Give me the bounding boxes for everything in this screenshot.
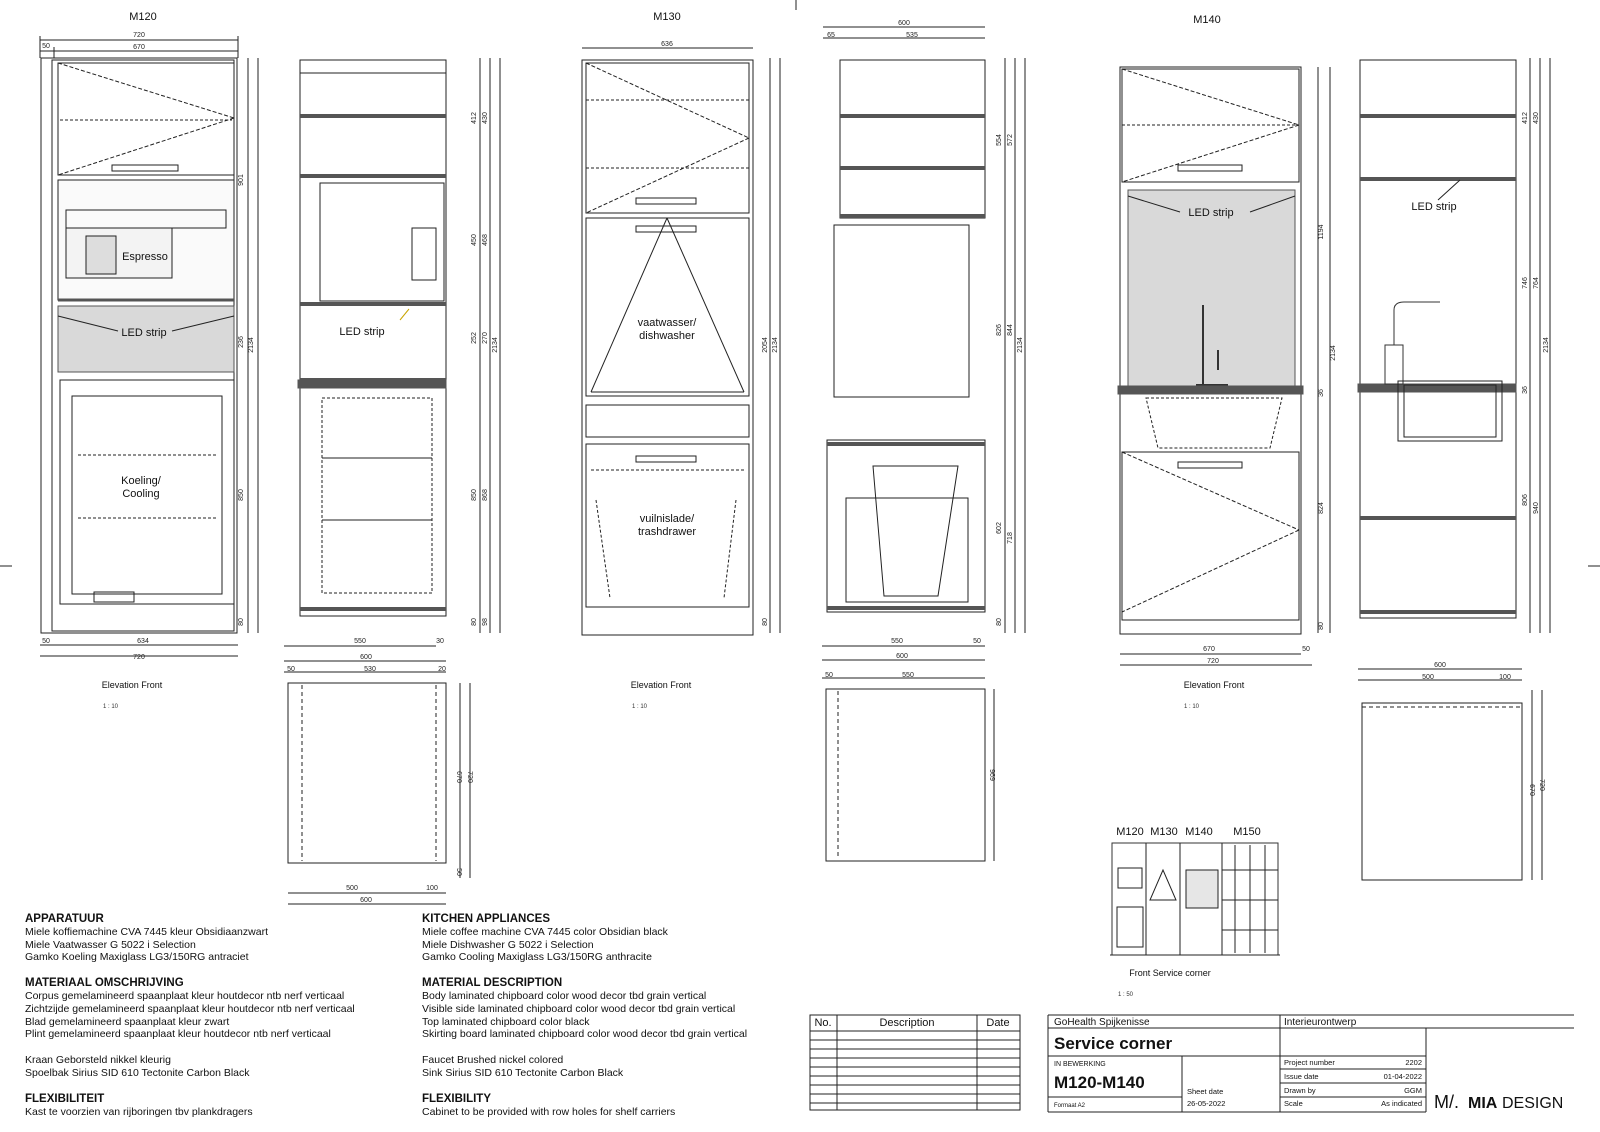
dim-label: 450 <box>471 234 478 246</box>
led-zone <box>1128 190 1295 386</box>
dim-label: 670 <box>133 44 145 51</box>
dim-label: 2134 <box>248 337 255 353</box>
dim-label: 720 <box>133 32 145 39</box>
dim-label: 100 <box>1499 674 1511 681</box>
m130-front-elevation <box>582 41 780 710</box>
dim-label: 636 <box>661 41 673 48</box>
callout-trash-1: vuilnislade/ <box>639 513 695 525</box>
title-format: Formaat A2 <box>1054 1103 1086 1109</box>
callout-led-strip-side: LED strip <box>339 326 385 338</box>
title-drawing-number: M120-M140 <box>1054 1073 1145 1092</box>
dim-label: 850 <box>471 489 478 501</box>
revision-col-no: No. <box>814 1017 832 1029</box>
logo-bold: MIA <box>1468 1095 1498 1112</box>
dim-label: 36 <box>1318 389 1325 397</box>
view-label: Front Service corner <box>1129 968 1211 978</box>
mini-label-m150: M150 <box>1233 826 1261 838</box>
callout-led-strip-m140-side: LED strip <box>1411 201 1457 213</box>
title-discipline: Interieurontwerp <box>1284 1017 1357 1028</box>
notes-line: Plint gemelamineerd spaanplaat kleur houtdecor ntb nerf verticaal <box>25 1028 331 1041</box>
notes-dutch <box>25 913 355 1118</box>
title-scale-label: Scale <box>1284 1099 1303 1108</box>
notes-line: Sink Sirius SID 610 Tectonite Carbon Black <box>422 1066 624 1079</box>
dim-label: 602 <box>996 522 1003 534</box>
dim-label: 901 <box>238 174 245 186</box>
dim-label: 500 <box>1422 674 1434 681</box>
view-scale: 1 : 50 <box>1118 992 1134 998</box>
dim-label: 2134 <box>1543 337 1550 353</box>
dim-label: 50 <box>42 638 50 645</box>
dim-label: 50 <box>973 638 981 645</box>
dim-label: 554 <box>996 134 1003 146</box>
dim-label: 50 <box>287 666 295 673</box>
callout-cooling-1: Koeling/ <box>121 475 161 487</box>
dim-label: 826 <box>996 324 1003 336</box>
notes-line: Cabinet to be provided with row holes for shelf carriers <box>422 1105 676 1118</box>
title-issue-date-label: Issue date <box>1284 1072 1319 1081</box>
dim-label: 2134 <box>1330 345 1337 361</box>
dim-label: 600 <box>896 653 908 660</box>
callout-led-strip-m140: LED strip <box>1188 207 1234 219</box>
miadesign-logo <box>1434 1092 1563 1112</box>
dim-label: 50 <box>455 868 462 876</box>
view-scale: 1 : 10 <box>632 704 648 710</box>
notes-heading: FLEXIBILITEIT <box>25 1092 105 1105</box>
notes-line: Faucet Brushed nickel colored <box>422 1054 564 1067</box>
dim-label: 252 <box>471 332 478 344</box>
dim-label: 764 <box>1533 277 1540 289</box>
dim-label: 500 <box>346 885 358 892</box>
dim-label: 98 <box>482 618 489 626</box>
title-project-number-label: Project number <box>1284 1058 1335 1067</box>
title-drawn-by-label: Drawn by <box>1284 1086 1316 1095</box>
callout-dishwasher-2: dishwasher <box>639 330 695 342</box>
dim-label: 720 <box>1207 658 1219 665</box>
dim-label: 868 <box>482 489 489 501</box>
dim-label: 720 <box>1538 779 1545 791</box>
dim-label: 550 <box>354 638 366 645</box>
notes-line: Miele coffee machine CVA 7445 color Obsidian black <box>422 925 668 938</box>
dim-label: 670 <box>1203 646 1215 653</box>
logo-rest: DESIGN <box>1502 1095 1564 1112</box>
view-label: Elevation Front <box>101 680 163 690</box>
dim-label: 844 <box>1007 324 1014 336</box>
title-project-number: 2202 <box>1405 1058 1422 1067</box>
dim-label: 65 <box>827 32 835 39</box>
dim-label: 600 <box>360 897 372 904</box>
title-scale: As indicated <box>1381 1099 1422 1108</box>
section-title-m120: M120 <box>129 11 157 23</box>
notes-line: Miele koffiemachine CVA 7445 kleur Obsidiaanzwart <box>25 925 268 938</box>
dim-label: 530 <box>364 666 376 673</box>
mini-label-m120: M120 <box>1116 826 1144 838</box>
section-title-m130: M130 <box>653 11 681 23</box>
notes-heading: KITCHEN APPLIANCES <box>422 913 550 925</box>
dim-label: 412 <box>1522 112 1529 124</box>
title-sheet-date-label: Sheet date <box>1187 1087 1224 1096</box>
notes-heading: FLEXIBILITY <box>422 1092 491 1105</box>
dim-label: 600 <box>1434 662 1446 669</box>
notes-heading: MATERIAL DESCRIPTION <box>422 977 563 990</box>
notes-heading: MATERIAAL OMSCHRIJVING <box>25 977 184 990</box>
dim-label: 50 <box>1302 646 1310 653</box>
view-scale: 1 : 10 <box>1184 704 1200 710</box>
dim-label: 2134 <box>1017 337 1024 353</box>
dim-label: 670 <box>1528 784 1535 796</box>
notes-line: Corpus gemelamineerd spaanplaat kleur houtdecor ntb nerf verticaal <box>25 989 345 1002</box>
dim-label: 1194 <box>1318 224 1325 240</box>
dim-label: 80 <box>1318 622 1325 630</box>
dim-label: 430 <box>1533 112 1540 124</box>
m140-side-elevation <box>1358 58 1550 633</box>
dim-label: 100 <box>426 885 438 892</box>
dim-label: 80 <box>471 618 478 626</box>
view-scale: 1 : 10 <box>103 704 119 710</box>
revision-table <box>810 1015 1020 1110</box>
dim-label: 36 <box>1522 386 1529 394</box>
notes-line: Gamko Koeling Maxiglass LG3/150RG antraciet <box>25 951 249 964</box>
dim-label: 600 <box>360 654 372 661</box>
notes-line: Zichtzijde gemelamineerd spaanplaat kleur houtdecor ntb nerf verticaal <box>25 1002 355 1015</box>
view-label: Elevation Front <box>630 680 692 690</box>
notes-english <box>422 913 747 1118</box>
m120-plan-view <box>284 666 473 904</box>
section-title-m140: M140 <box>1193 14 1221 26</box>
mini-label-m140: M140 <box>1185 826 1213 838</box>
dim-label: 80 <box>238 618 245 626</box>
dim-label: 430 <box>482 112 489 124</box>
dim-label: 824 <box>1318 502 1325 514</box>
dim-label: 720 <box>133 654 145 661</box>
dim-label: 20 <box>438 666 446 673</box>
front-service-corner-overview <box>1110 826 1280 998</box>
dim-label: 412 <box>471 112 478 124</box>
m120-side-elevation <box>284 58 500 661</box>
revision-col-date: Date <box>986 1017 1010 1029</box>
dim-label: 550 <box>891 638 903 645</box>
view-label: Elevation Front <box>1183 680 1245 690</box>
dim-label: 550 <box>902 672 914 679</box>
notes-line: Body laminated chipboard color wood decor tbd grain vertical <box>422 989 707 1002</box>
title-client: GoHealth Spijkenisse <box>1054 1017 1150 1028</box>
dim-label: 468 <box>482 234 489 246</box>
dim-label: 850 <box>238 489 245 501</box>
notes-line: Blad gemelamineerd spaanplaat kleur zwart <box>25 1015 230 1028</box>
led-zone <box>58 306 234 372</box>
dim-label: 270 <box>482 332 489 344</box>
dim-label: 720 <box>466 771 473 783</box>
m140-front-elevation <box>1118 67 1337 710</box>
notes-line: Kraan Geborsteld nikkel kleurig <box>25 1054 171 1067</box>
dim-label: 80 <box>762 618 769 626</box>
title-block <box>1048 1015 1574 1112</box>
dim-label: 50 <box>42 43 50 50</box>
dim-label: 236 <box>238 336 245 348</box>
dim-label: 2054 <box>762 337 769 353</box>
dim-label: 940 <box>1533 502 1540 514</box>
dim-label: 80 <box>996 618 1003 626</box>
dim-label: 746 <box>1522 277 1529 289</box>
callout-cooling-2: Cooling <box>122 488 160 500</box>
title-drawn-by: GGM <box>1404 1086 1422 1095</box>
m130-plan-view <box>822 672 995 861</box>
dim-label: 572 <box>1007 134 1014 146</box>
callout-led-strip: LED strip <box>121 327 167 339</box>
m130-side-elevation <box>822 20 1025 660</box>
m140-plan-view <box>1358 662 1545 880</box>
notes-line: Top laminated chipboard color black <box>422 1015 590 1028</box>
title-main: Service corner <box>1054 1034 1173 1053</box>
revision-col-description: Description <box>879 1017 935 1029</box>
callout-trash-2: trashdrawer <box>637 526 697 538</box>
title-issue-date: 01-04-2022 <box>1383 1072 1422 1081</box>
m120-front-elevation <box>40 32 258 710</box>
logo-mark: M/. <box>1434 1092 1459 1112</box>
dim-label: 718 <box>1007 532 1014 544</box>
title-status: IN BEWERKING <box>1054 1061 1106 1068</box>
callout-dishwasher-1: vaatwasser/ <box>637 317 697 329</box>
notes-line: Skirting board laminated chipboard color wood decor tbd grain vertical <box>422 1028 748 1041</box>
notes-line: Miele Vaatwasser G 5022 i Selection <box>25 938 196 951</box>
dim-label: 634 <box>137 638 149 645</box>
dim-label: 670 <box>455 771 462 783</box>
mini-label-m130: M130 <box>1150 826 1178 838</box>
dim-label: 2134 <box>772 337 779 353</box>
notes-line: Visible side laminated chipboard color wood decor tbd grain vertical <box>422 1002 736 1015</box>
notes-line: Gamko Cooling Maxiglass LG3/150RG anthracite <box>422 951 652 964</box>
notes-line: Kast te voorzien van rijboringen tbv plankdragers <box>25 1105 253 1118</box>
notes-heading: APPARATUUR <box>25 913 104 925</box>
notes-line: Spoelbak Sirius SID 610 Tectonite Carbon Black <box>25 1066 250 1079</box>
dim-label: 50 <box>825 672 833 679</box>
dim-label: 535 <box>906 32 918 39</box>
dim-label: 806 <box>1522 494 1529 506</box>
title-sheet-date: 26-05-2022 <box>1187 1099 1226 1108</box>
dim-label: 2134 <box>492 337 499 353</box>
dim-label: 30 <box>436 638 444 645</box>
dim-label: 969 <box>988 769 995 781</box>
callout-espresso: Espresso <box>122 251 168 263</box>
dim-label: 600 <box>898 20 910 27</box>
notes-line: Miele Dishwasher G 5022 i Selection <box>422 938 594 951</box>
